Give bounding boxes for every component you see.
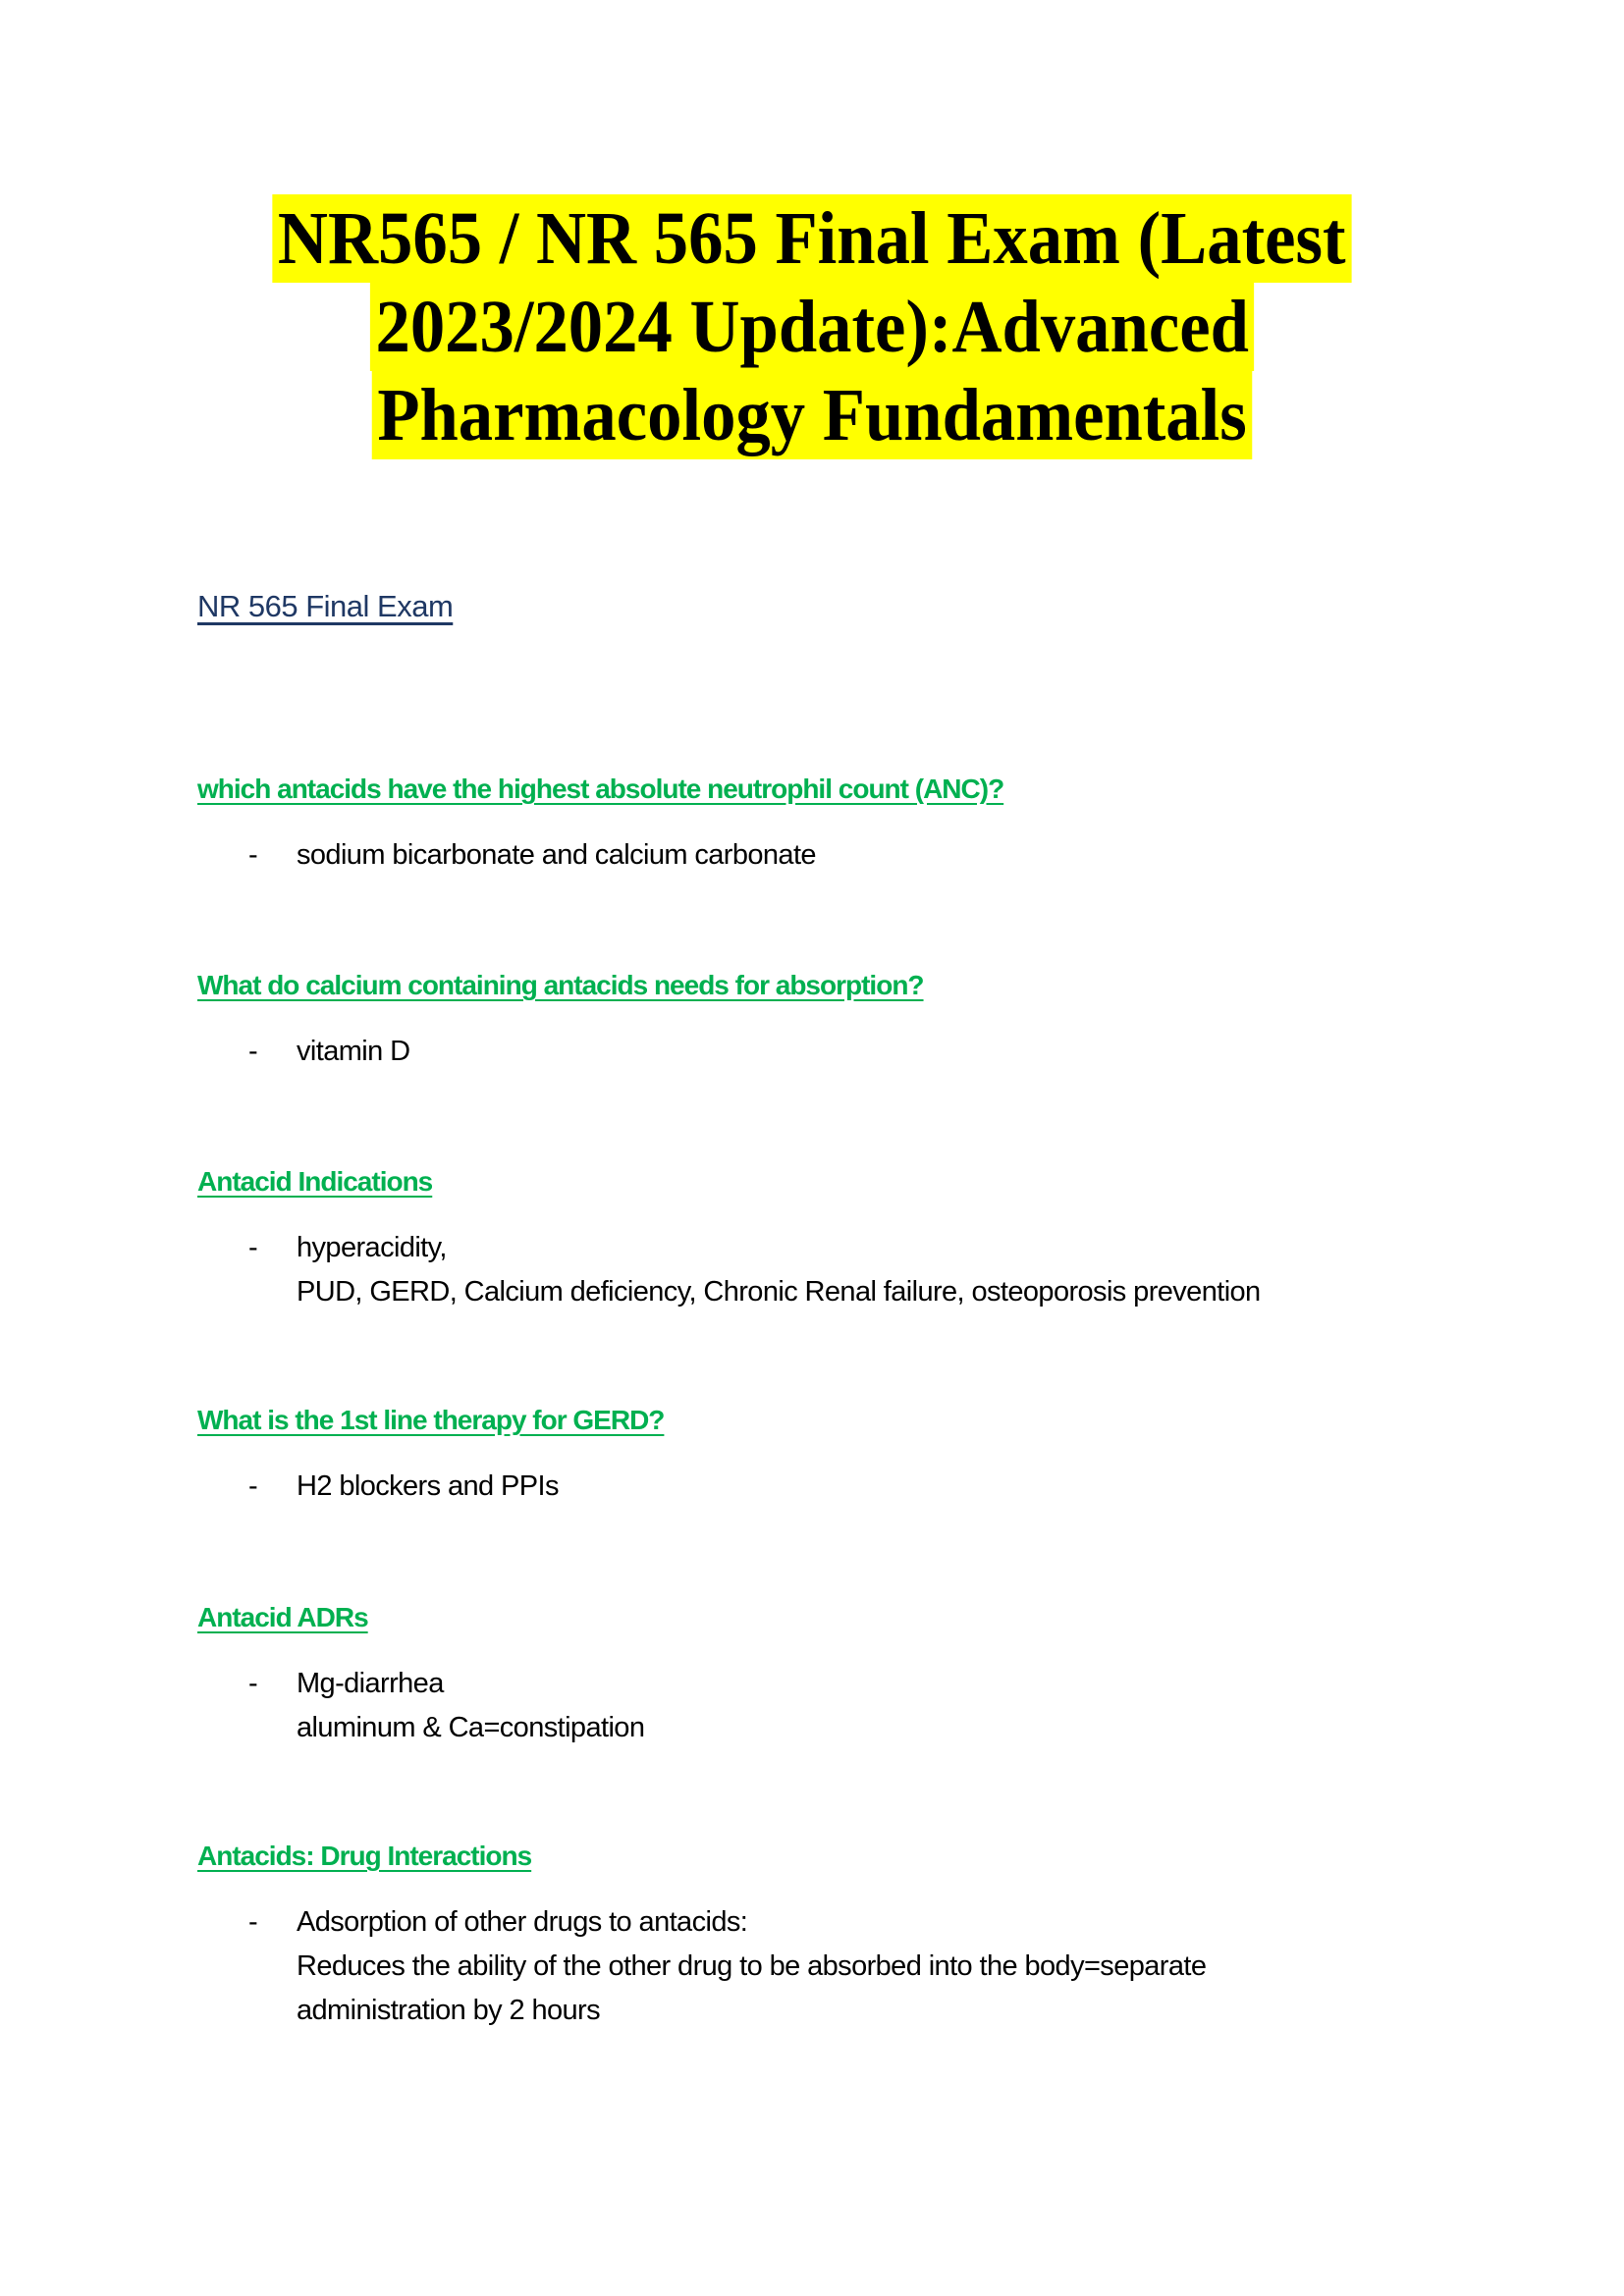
bullet-dash: - bbox=[248, 1232, 258, 1263]
answer-text: Reduces the ability of the other drug to be absorbed into the body=separate bbox=[297, 1950, 1207, 1982]
answer-text: aluminum & Ca=constipation bbox=[297, 1712, 645, 1743]
bullet-dash: - bbox=[248, 1036, 258, 1067]
bullet-dash: - bbox=[248, 839, 258, 871]
answer-item bbox=[197, 1465, 1474, 1509]
qa-section bbox=[197, 1162, 1474, 1314]
answer-text: PUD, GERD, Calcium deficiency, Chronic Renal failure, osteoporosis prevention bbox=[297, 1276, 1261, 1308]
question-heading[interactable]: Antacid Indications bbox=[197, 1166, 433, 1197]
answer-text: hyperacidity, bbox=[297, 1232, 447, 1263]
question-heading[interactable]: What is the 1st line therapy for GERD? bbox=[197, 1405, 665, 1435]
question-heading[interactable]: What do calcium containing antacids needs for absorption? bbox=[197, 970, 924, 1000]
answer-text: Mg-diarrhea bbox=[297, 1668, 444, 1699]
bullet-dash: - bbox=[248, 1906, 258, 1938]
answer-text: H2 blockers and PPIs bbox=[297, 1470, 559, 1502]
nr565-final-exam-link[interactable]: NR 565 Final Exam bbox=[197, 589, 454, 623]
title-line: 2023/2024 Update):Advanced bbox=[370, 283, 1255, 371]
title-line: NR565 / NR 565 Final Exam (Latest bbox=[273, 194, 1352, 283]
answer-item bbox=[197, 1226, 1474, 1314]
document-title bbox=[0, 194, 1624, 459]
answer-item bbox=[197, 1662, 1474, 1750]
question-heading[interactable]: which antacids have the highest absolute neutrophil count (ANC)? bbox=[197, 774, 1004, 804]
qa-section bbox=[197, 1837, 1474, 2033]
bullet-dash: - bbox=[248, 1668, 258, 1699]
qa-section bbox=[197, 1598, 1474, 1750]
question-heading[interactable]: Antacids: Drug Interactions bbox=[197, 1841, 532, 1871]
answer-text: Adsorption of other drugs to antacids: bbox=[297, 1906, 748, 1938]
answer-text: vitamin D bbox=[297, 1036, 410, 1067]
title-line: Pharmacology Fundamentals bbox=[372, 371, 1253, 459]
answer-item bbox=[197, 1900, 1474, 2033]
answer-text: administration by 2 hours bbox=[297, 1995, 600, 2026]
answer-item bbox=[197, 1030, 1474, 1074]
answer-text: sodium bicarbonate and calcium carbonate bbox=[297, 839, 816, 871]
qa-section bbox=[197, 770, 1474, 878]
question-heading[interactable]: Antacid ADRs bbox=[197, 1602, 368, 1632]
qa-section bbox=[197, 1401, 1474, 1509]
qa-section bbox=[197, 966, 1474, 1074]
answer-item bbox=[197, 833, 1474, 878]
bullet-dash: - bbox=[248, 1470, 258, 1502]
